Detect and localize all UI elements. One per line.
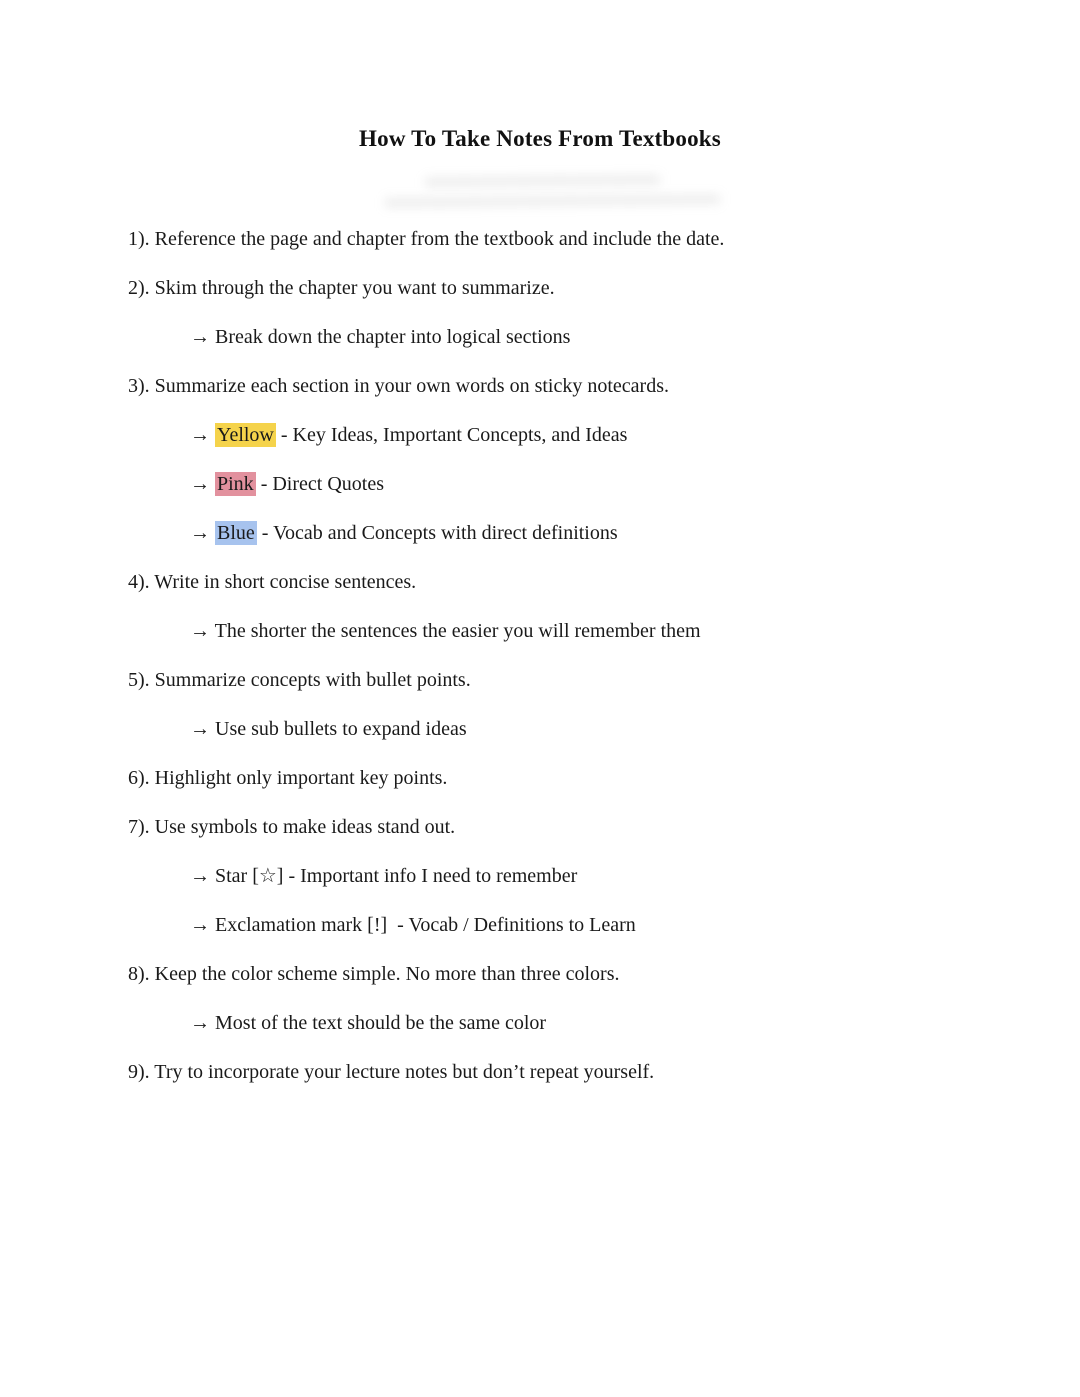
list-item-8: 8). Keep the color scheme simple. No more than three colors.	[128, 963, 620, 985]
list-item-2: 2). Skim through the chapter you want to summarize.	[128, 277, 555, 299]
sub-item-7a-star: → Star [☆] - Important info I need to remember	[190, 865, 578, 887]
title-wrapper	[0, 0, 1080, 152]
pink-highlight: Pink	[217, 473, 254, 495]
sub-item-3a-yellow	[128, 422, 970, 448]
yellow-highlight: Yellow	[217, 424, 274, 446]
sub-item-7b-exclamation: → Exclamation mark [!] - Vocab / Definitions to Learn	[190, 914, 636, 936]
list-item-9: 9). Try to incorporate your lecture notes but don’t repeat yourself.	[128, 1061, 655, 1083]
notes-list	[0, 226, 1080, 1085]
page-title: How To Take Notes From Textbooks	[359, 126, 721, 151]
sub-item-3c-blue	[128, 520, 970, 546]
sub-item-text: - Direct Quotes	[255, 473, 384, 495]
list-item-1: 1). Reference the page and chapter from the textbook and include the date.	[128, 228, 725, 250]
sub-item-5a: → Use sub bullets to expand ideas	[190, 718, 467, 740]
sub-item-4a: → The shorter the sentences the easier you will remember them	[190, 620, 701, 642]
smudge-streak	[425, 175, 660, 187]
arrow-prefix: →	[190, 522, 215, 544]
list-item-3: 3). Summarize each section in your own words on sticky notecards.	[128, 375, 669, 397]
list-item-5: 5). Summarize concepts with bullet points.	[128, 669, 471, 691]
list-item-6: 6). Highlight only important key points.	[128, 767, 448, 789]
arrow-prefix: →	[190, 473, 215, 495]
sub-item-3b-pink	[128, 471, 970, 497]
sub-item-2a: → Break down the chapter into logical sections	[190, 326, 571, 348]
smudge-streak	[385, 194, 720, 208]
sub-item-8a: → Most of the text should be the same color	[190, 1012, 547, 1034]
erased-text-artifact	[385, 172, 720, 212]
sub-item-text: - Key Ideas, Important Concepts, and Ideas	[275, 424, 628, 446]
list-item-7: 7). Use symbols to make ideas stand out.	[128, 816, 456, 838]
arrow-prefix: →	[190, 424, 215, 446]
list-item-4: 4). Write in short concise sentences.	[128, 571, 417, 593]
sub-item-text: - Vocab and Concepts with direct definitions	[256, 522, 618, 544]
blue-highlight: Blue	[217, 522, 255, 544]
